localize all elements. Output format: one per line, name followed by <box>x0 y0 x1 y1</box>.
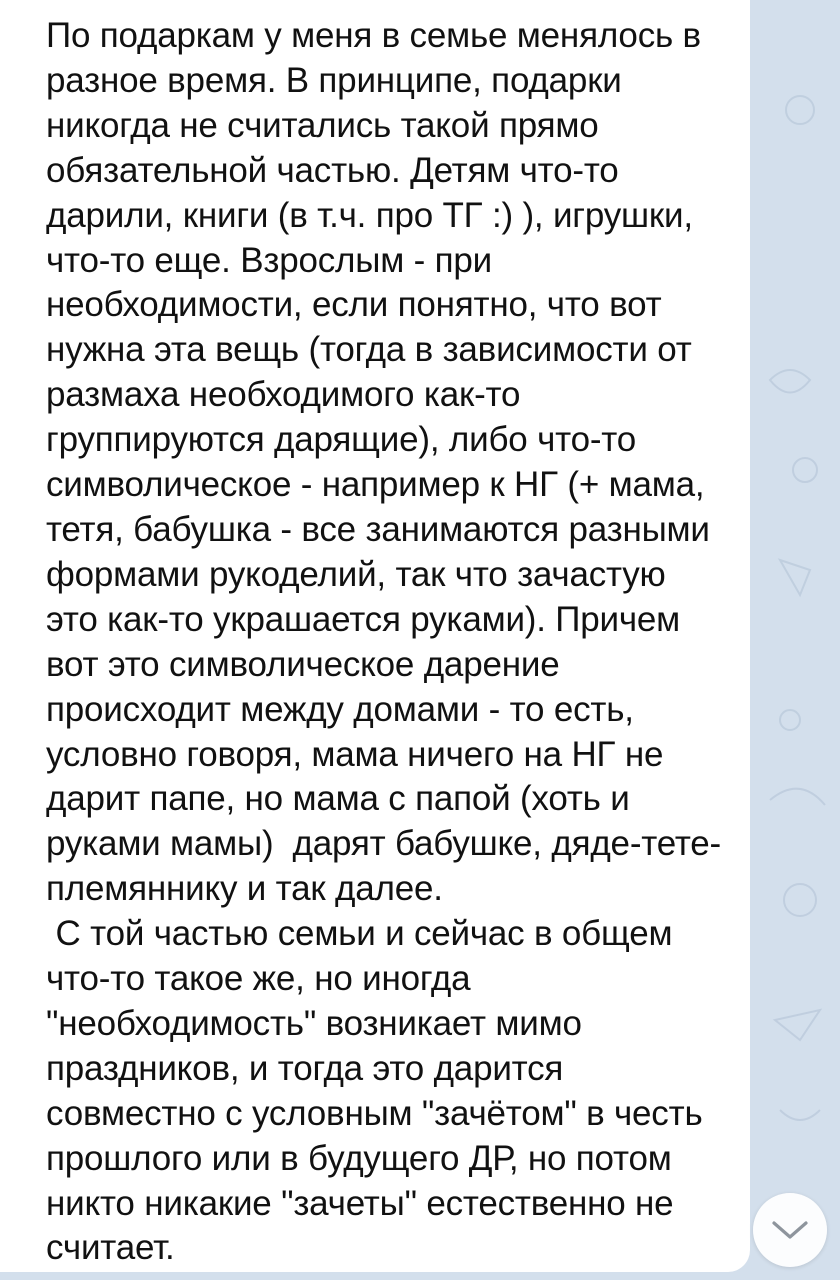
message-text: По подаркам у меня в семье менялось в разное время. В принципе, подарки никогда не считались такой прямо обязательной частью. Детям что-то дарили, книги (в т.ч. про ТГ :) ), игрушки, что-то еще. Взрослым - при необходимости, если понятно, что вот нужна эта вещь (тогда в зависимости от размаха необходимого как-то группируются дарящие), либо что-то символическое - например к НГ (+ мама, тетя, бабушка - все занимаются разными формами рукоделий, так что зачастую это как-то украшается руками). Причем вот это символическое дарение происходит между домами - то есть, условно говоря, мама ничего на НГ не дарит папе, но мама с папой (хоть и руками мамы) дарят бабушке, дяде-тете- племяннику и так далее. С той частью семьи и сейчас в общем что-то такое же, но иногда "необходимость" возникает мимо праздников, и тогда это дарится совместно с условным "зачётом" в честь прошлого или в будущего ДР, но потом никто никакие "зачеты" естественно не считает. <box>46 16 721 1268</box>
chevron-down-icon <box>770 1218 810 1242</box>
scroll-down-button[interactable] <box>753 1193 827 1267</box>
